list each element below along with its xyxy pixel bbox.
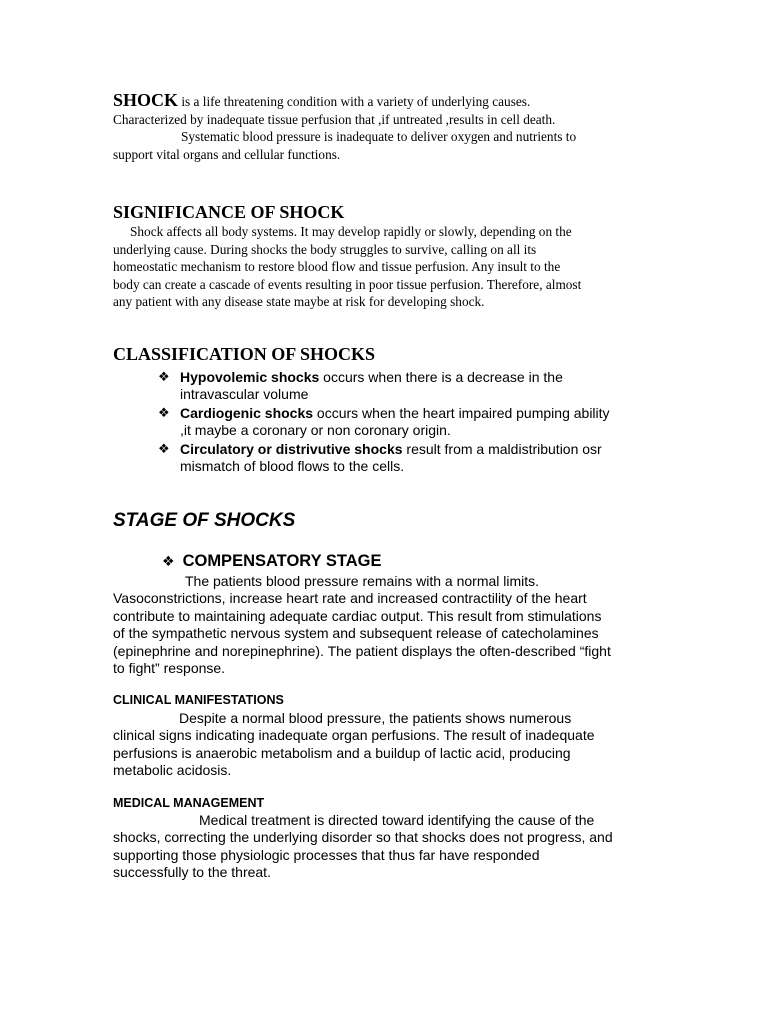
medical-body xyxy=(113,812,673,882)
medical-line: supporting those physiologic processes that thus far have responded xyxy=(113,846,540,863)
cardiogenic-text: occurs when the heart impaired pumping ability xyxy=(313,404,610,421)
medical-line: successfully to the threat. xyxy=(113,864,271,881)
clinical-section xyxy=(113,693,673,707)
circulatory-term: Circulatory or distrivutive shocks xyxy=(180,440,403,457)
classification-section xyxy=(113,344,673,365)
hypovolemic-text: occurs when there is a decrease in the xyxy=(319,369,563,385)
compensatory-line: of the sympathetic nervous system and subsequent release of catecholamines xyxy=(113,625,599,642)
compensatory-line: Vasoconstrictions, increase heart rate and increased contractility of the heart xyxy=(113,590,587,607)
compensatory-line: to fight” response. xyxy=(113,660,226,677)
shock-line-1: is a life threatening condition with a variety of underlying causes. xyxy=(178,94,531,109)
classification-list xyxy=(158,369,678,476)
medical-section xyxy=(113,796,673,810)
compensatory-line: The patients blood pressure remains with a normal limits. xyxy=(185,573,540,589)
list-item xyxy=(158,369,678,404)
circulatory-text-2: mismatch of blood flows to the cells. xyxy=(180,458,405,475)
clinical-line: metabolic acidosis. xyxy=(113,762,232,779)
significance-line: any patient with any disease state maybe at risk for developing shock. xyxy=(113,294,485,310)
clinical-line: clinical signs indicating inadequate organ perfusions. The result of inadequate xyxy=(113,727,595,744)
significance-line: Shock affects all body systems. It may develop rapidly or slowly, depending on the xyxy=(130,224,572,239)
circulatory-text: result from a maldistribution osr xyxy=(402,440,602,457)
shock-term: SHOCK xyxy=(113,90,179,110)
diamond-bullet-icon: ❖ xyxy=(158,370,170,385)
significance-line: underlying cause. During shocks the body struggles to survive, calling on all its xyxy=(113,241,537,257)
stages-heading: STAGE OF SHOCKS xyxy=(113,510,296,531)
cardiogenic-text-2: ,it maybe a coronary or non coronary origin. xyxy=(180,422,451,439)
cardiogenic-term: Cardiogenic shocks xyxy=(180,404,314,421)
shock-definition xyxy=(113,92,673,163)
compensatory-heading-text: COMPENSATORY STAGE xyxy=(182,552,382,570)
stages-section xyxy=(113,510,673,532)
clinical-heading: CLINICAL MANIFESTATIONS xyxy=(113,693,284,707)
compensatory-line: (epinephrine and norepinephrine). The patient displays the often-described “fight xyxy=(113,642,611,659)
compensatory-heading xyxy=(162,552,382,571)
medical-heading: MEDICAL MANAGEMENT xyxy=(113,796,265,810)
diamond-bullet-icon: ❖ xyxy=(162,554,175,570)
list-item xyxy=(158,441,678,476)
hypovolemic-term: Hypovolemic shocks xyxy=(180,369,320,385)
classification-heading: CLASSIFICATION OF SHOCKS xyxy=(113,344,376,364)
significance-section xyxy=(113,202,673,311)
shock-line-4: support vital organs and cellular functions. xyxy=(113,146,341,162)
clinical-body xyxy=(113,710,673,780)
significance-heading: SIGNIFICANCE OF SHOCK xyxy=(113,202,345,222)
clinical-line: Despite a normal blood pressure, the patients shows numerous xyxy=(179,710,572,726)
medical-line: shocks, correcting the underlying disorder so that shocks does not progress, and xyxy=(113,829,613,846)
clinical-line: perfusions is anaerobic metabolism and a buildup of lactic acid, producing xyxy=(113,744,571,761)
diamond-bullet-icon: ❖ xyxy=(158,441,170,457)
list-item xyxy=(158,405,678,440)
compensatory-body xyxy=(113,573,673,677)
hypovolemic-text-2: intravascular volume xyxy=(180,386,309,403)
significance-line: body can create a cascade of events resulting in poor tissue perfusion. Therefore, almost xyxy=(113,276,582,292)
compensatory-line: contribute to maintaining adequate cardiac output. This result from stimulations xyxy=(113,607,602,624)
shock-line-3: Systematic blood pressure is inadequate to deliver oxygen and nutrients to xyxy=(181,129,577,145)
diamond-bullet-icon: ❖ xyxy=(158,405,170,421)
shock-line-2: Characterized by inadequate tissue perfusion that ,if untreated ,results in cell death. xyxy=(113,111,556,127)
significance-line: homeostatic mechanism to restore blood flow and tissue perfusion. Any insult to the xyxy=(113,259,561,275)
medical-line: Medical treatment is directed toward identifying the cause of the xyxy=(199,812,595,828)
